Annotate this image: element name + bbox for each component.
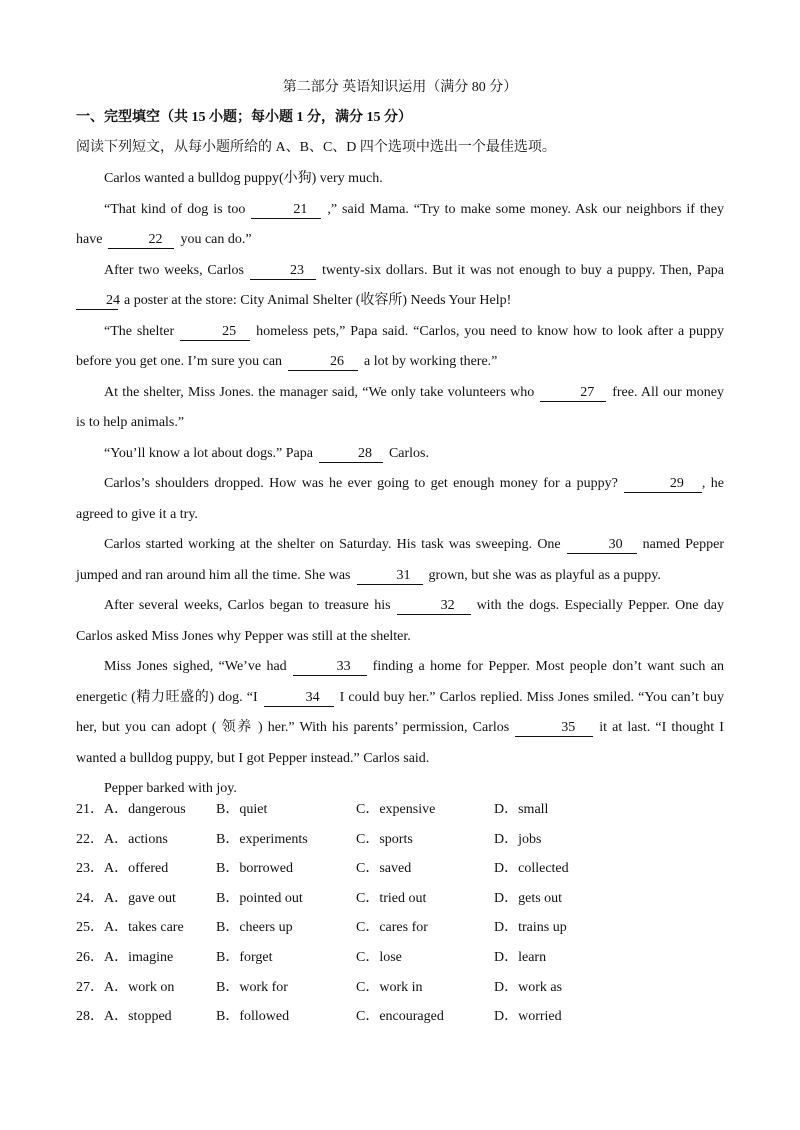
option-b[interactable]: B．followed — [216, 1009, 290, 1025]
blank-21: 21 — [251, 201, 321, 219]
paragraph-text: Carlos started working at the shelter on Saturday. His task was sweeping. One — [104, 537, 561, 552]
option-b[interactable]: B．borrowed — [216, 861, 293, 877]
blank-24: 24 — [76, 292, 118, 310]
paragraph-10 — [76, 652, 724, 774]
option-c[interactable]: C．sports — [356, 831, 413, 847]
paragraph-text: named Pepper jumped and ran around him all the time. She was — [76, 537, 724, 583]
paragraph-2 — [76, 195, 724, 256]
blank-27: 27 — [540, 384, 606, 402]
section-heading: 一、完型填空（共 15 小题；每小题 1 分，满分 15 分） — [76, 110, 412, 125]
paragraph-4 — [76, 317, 724, 378]
question-number: 22． — [76, 831, 104, 847]
paragraph-text: twenty-six dollars. But it was not enough to buy a puppy. Then, Papa — [321, 262, 725, 278]
question-number: 24． — [76, 890, 104, 906]
paragraph-9 — [76, 591, 724, 652]
paragraph-text: free. All our money is to help animals.” — [76, 384, 724, 430]
question-23 — [76, 859, 724, 889]
question-26 — [76, 948, 724, 978]
question-24 — [76, 889, 724, 919]
paragraph-1 — [76, 164, 724, 195]
paragraph-text: I could buy her.” Carlos replied. Miss Jones smiled. “You can’t buy her, but you can adopt ( 领养 ) her.” With his parents’ permission, Carlos — [76, 689, 724, 735]
paragraph-text: a poster at the store: City Animal Shelter (收容所) Needs Your Help! — [124, 293, 512, 308]
option-a[interactable]: A．offered — [104, 861, 169, 877]
paragraph-text: At the shelter, Miss Jones. the manager said, “We only take volunteers who — [104, 384, 535, 400]
option-a[interactable]: A．gave out — [104, 890, 176, 906]
option-c[interactable]: C．expensive — [356, 802, 436, 817]
blank-28: 28 — [319, 445, 383, 463]
page-title: 第二部分 英语知识运用（满分 80 分） — [282, 80, 518, 95]
option-d[interactable]: D．small — [494, 802, 549, 817]
paragraph-text: , he agreed to give it a try. — [76, 476, 724, 522]
question-22 — [76, 830, 724, 860]
question-number: 26． — [76, 949, 104, 965]
blank-33: 33 — [293, 658, 367, 676]
paragraph-text: a lot by working there.” — [364, 354, 498, 369]
paragraph-text: Carlos. — [388, 445, 430, 461]
question-number: 27． — [76, 979, 104, 995]
option-a[interactable]: A．imagine — [104, 949, 174, 965]
option-d[interactable]: D．jobs — [494, 831, 542, 847]
blank-35: 35 — [515, 719, 593, 737]
blank-25: 25 — [180, 323, 250, 341]
option-b[interactable]: B．pointed out — [216, 890, 303, 906]
question-27 — [76, 978, 724, 1008]
paragraph-text: you can do.” — [180, 232, 252, 247]
option-c[interactable]: C．cares for — [356, 920, 428, 936]
paragraph-text: After several weeks, Carlos began to treasure his — [104, 598, 391, 613]
option-a[interactable]: A．stopped — [104, 1009, 172, 1025]
option-b[interactable]: B．cheers up — [216, 920, 293, 936]
option-c[interactable]: C．saved — [356, 861, 412, 877]
paragraph-text: “You’ll know a lot about dogs.” Papa — [104, 445, 313, 461]
option-a[interactable]: A．work on — [104, 979, 175, 995]
paragraph-7 — [76, 469, 724, 530]
option-c[interactable]: C．work in — [356, 979, 423, 995]
paragraph-text: Carlos wanted a bulldog puppy(小狗) very much. — [104, 171, 383, 186]
paragraph-text: Carlos’s shoulders dropped. How was he ever going to get enough money for a puppy? — [104, 476, 618, 491]
paragraph-text: grown, but she was as playful as a puppy. — [428, 567, 661, 583]
instruction-text: 阅读下列短文，从每小题所给的 A、B、C、D 四个选项中选出一个最佳选项。 — [76, 140, 556, 155]
paragraph-text: ,” said Mama. “Try to make some money. Ask our neighbors if they have — [76, 201, 724, 247]
paragraph-text: finding a home for Pepper. Most people don’t want such an energetic (精力旺盛的) dog. “I — [76, 659, 724, 705]
paragraph-text: Miss Jones sighed, “We’ve had — [104, 659, 287, 674]
question-28 — [76, 1007, 724, 1037]
paragraph-3 — [76, 256, 724, 317]
paragraph-6 — [76, 439, 724, 470]
paragraph-text: homeless pets,” Papa said. “Carlos, you need to know how to look after a puppy before you get one. I’m sure you can — [76, 323, 724, 369]
blank-32: 32 — [397, 597, 471, 615]
blank-23: 23 — [250, 262, 316, 280]
option-a[interactable]: A．actions — [104, 831, 168, 847]
option-d[interactable]: D．work as — [494, 979, 563, 995]
blank-22: 22 — [108, 231, 174, 249]
option-d[interactable]: D．collected — [494, 861, 569, 877]
question-number: 28． — [76, 1009, 104, 1025]
paragraph-text: with the dogs. Especially Pepper. One day Carlos asked Miss Jones why Pepper was still at the shelter. — [76, 598, 724, 644]
question-number: 23． — [76, 861, 104, 877]
question-number: 21． — [76, 802, 104, 817]
cloze-passage — [76, 164, 724, 805]
answer-options — [76, 800, 724, 1037]
option-c[interactable]: C．lose — [356, 949, 402, 965]
option-d[interactable]: D．learn — [494, 949, 547, 965]
option-b[interactable]: B．work for — [216, 979, 288, 995]
paragraph-text: After two weeks, Carlos — [104, 262, 244, 278]
option-a[interactable]: A．takes care — [104, 920, 184, 936]
blank-34: 34 — [264, 689, 334, 707]
paragraph-8 — [76, 530, 724, 591]
blank-31: 31 — [357, 567, 423, 585]
blank-26: 26 — [288, 353, 358, 371]
option-c[interactable]: C．tried out — [356, 890, 427, 906]
option-b[interactable]: B．quiet — [216, 802, 268, 817]
paragraph-text: it at last. “I thought I wanted a bulldog puppy, but I got Pepper instead.” Carlos said. — [76, 720, 724, 766]
paragraph-text: Pepper barked with joy. — [104, 781, 237, 796]
option-d[interactable]: D．trains up — [494, 920, 567, 936]
paragraph-5 — [76, 378, 724, 439]
question-25 — [76, 918, 724, 948]
option-b[interactable]: B．experiments — [216, 831, 308, 847]
question-number: 25． — [76, 920, 104, 936]
blank-30: 30 — [567, 536, 637, 554]
blank-29: 29 — [624, 475, 702, 493]
option-d[interactable]: D．worried — [494, 1009, 562, 1025]
paragraph-text: “The shelter — [104, 323, 175, 339]
paragraph-text: “That kind of dog is too — [104, 201, 246, 217]
option-d[interactable]: D．gets out — [494, 890, 563, 906]
option-a[interactable]: A．dangerous — [104, 802, 186, 817]
option-c[interactable]: C．encouraged — [356, 1009, 444, 1025]
option-b[interactable]: B．forget — [216, 949, 273, 965]
question-21 — [76, 800, 724, 830]
